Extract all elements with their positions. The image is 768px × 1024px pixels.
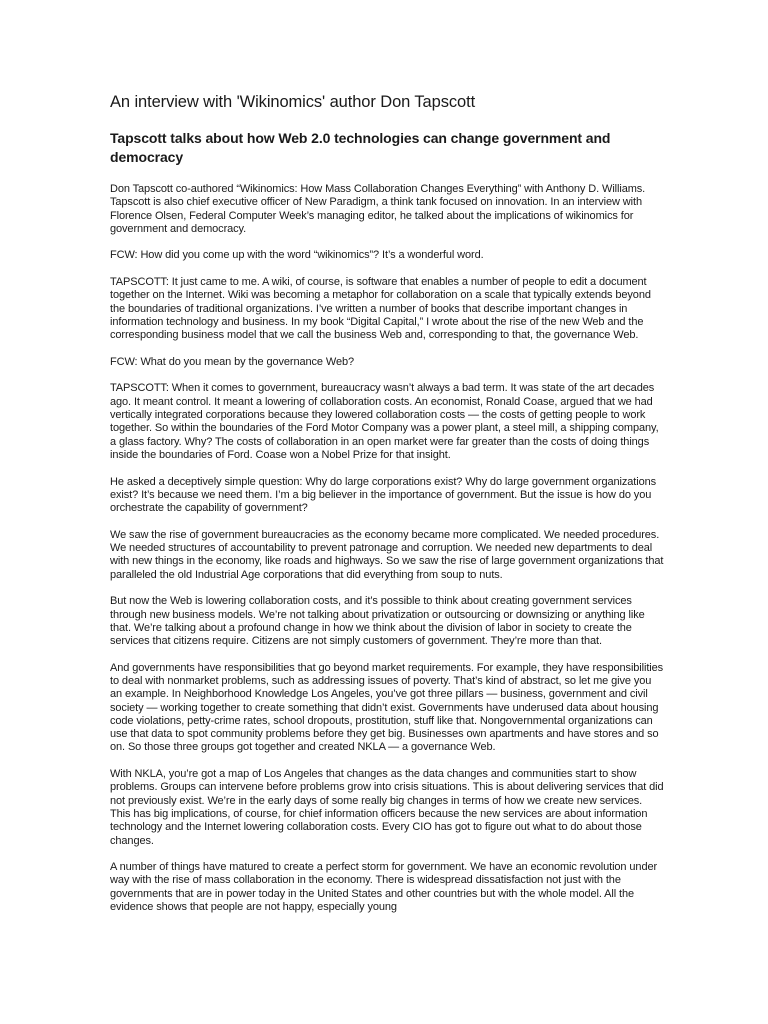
paragraph-body: But now the Web is lowering collaboration costs, and it’s possible to think about creating government services through new business models. We’re not talking about privatization or outsourcing or downsizing or anything like that. We’re talking about a profound change in how we think about the division of labor in society to create the services that citizens require. Citizens are not simply customers of government. They’re more than that. [110,595,645,648]
paragraph-intro: Don Tapscott co-authored “Wikinomics: How Mass Collaboration Changes Everything” with Anthony D. Williams. Tapscott is also chief executive officer of New Paradigm, a think tank focused on innovation. In an interview with Florence Olsen, Federal Computer Week’s managing editor, he talked about the implications of wikinomics for government and democracy. [110,183,646,235]
paragraph-body: He asked a deceptively simple question: Why do large corporations exist? Why do large government organizations exist? It’s because we need them. I’m a big believer in the importance of government. But the issue is how do you orchestrate the capability of government? [110,475,657,515]
paragraph-question-2: FCW: What do you mean by the governance Web? [110,355,355,368]
paragraph-body: We saw the rise of government bureaucracies as the economy became more complicated. We needed procedures. We needed structures of accountability to prevent patronage and corruption. We needed new departments to deal with new things in the economy, like roads and highways. So we saw the rise of large government organizations that paralleled the old Industrial Age corporations that did everything from soup to nuts. [110,528,664,581]
document-page [110,92,665,928]
article-subtitle: Tapscott talks about how Web 2.0 technologies can change government and democracy [110,130,611,165]
paragraph-answer-1: TAPSCOTT: It just came to me. A wiki, of course, is software that enables a number of people to edit a document together on the Internet. Wiki was becoming a metaphor for collaboration on a scale that typically extends beyond the boundaries of traditional organizations. I’ve written a number of books that describe important changes in information technology and business. In my book “Digital Capital,” I wrote about the rise of the new Web and the corresponding business model that we call the business Web and, corresponding to that, the governance Web. [110,276,651,342]
article-title: An interview with 'Wikinomics' author Don Tapscott [110,93,476,111]
paragraph-body: A number of things have matured to create a perfect storm for government. We have an economic revolution under way with the rise of mass collaboration in the economy. There is widespread dissatisfaction not just with the governments that are in power today in the United States and other countries but with the whole model. All the evidence shows that people are not happy, especially young [110,861,658,914]
paragraph-question-1: FCW: How did you come up with the word “wikinomics”? It’s a wonderful word. [110,249,484,262]
paragraph-body: And governments have responsibilities that go beyond market requirements. For example, they have responsibilities to deal with nonmarket problems, such as addressing issues of poverty. That’s kind of abstract, so let me give you an example. In Neighborhood Knowledge Los Angeles, you’ve got three pillars — business, government and civil society — working together to create something that didn’t exist. Governments have underused data about housing code violations, petty-crime rates, school dropouts, prostitution, stuff like that. Nongovernmental organizations can use that data to spot community problems before they get big. Businesses own apartments and have stores and so on. So those three groups got together and created NKLA — a governance Web. [110,661,664,754]
paragraph-answer-2: TAPSCOTT: When it comes to government, bureaucracy wasn’t always a bad term. It was state of the art decades ago. It meant control. It meant a lowering of collaboration costs. An economist, Ronald Coase, argued that we had vertically integrated corporations because they lowered collaboration costs — the costs of getting people to work together. So within the boundaries of the Ford Motor Company was a power plant, a steel mill, a shipping company, a glass factory. Why? The costs of collaboration in an open market were far greater than the costs of doing things inside the boundaries of Ford. Coase won a Nobel Prize for that insight. [110,382,659,461]
paragraph-body: With NKLA, you’re got a map of Los Angeles that changes as the data changes and communities start to show problems. Groups can intervene before problems grow into crisis situations. This is about delivering services that did not previously exist. We’re in the early days of some really big changes in terms of how we create new services. This has big implications, of course, for chief information officers because the new services are about information technology and the Internet lowering collaboration costs. Every CIO has got to figure out what to do about those changes. [110,768,664,847]
